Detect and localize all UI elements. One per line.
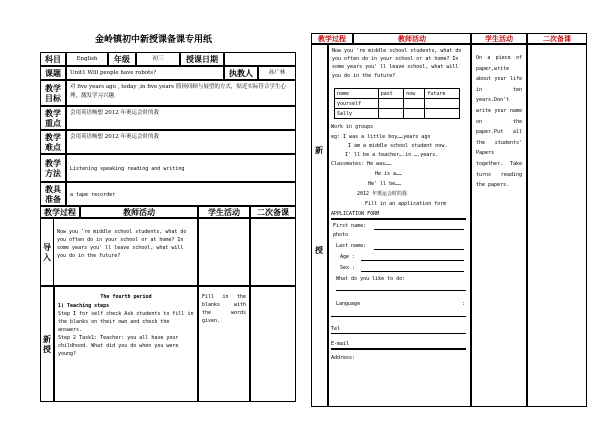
r-new-label-1: 新	[315, 145, 323, 155]
fill-form-line: Fill in an application form	[365, 201, 447, 207]
he-ll-line: He' ll be……	[368, 181, 402, 187]
cell-sally-now[interactable]	[404, 109, 425, 119]
cell-sally-future[interactable]	[425, 109, 460, 119]
student-activity-text: Fill in the blanks with the words given.	[202, 294, 246, 324]
r-intro-text: Now you 're middle school students, what do you often do in your school or at home? In some years you' ll leave school, what will you do in the future?	[332, 48, 462, 79]
age-label: Age :	[340, 254, 356, 260]
what-like-label: What do you like to do:	[336, 276, 406, 282]
age-field[interactable]	[361, 260, 464, 261]
photo-label: photo	[333, 232, 349, 238]
col-name: name	[335, 89, 379, 99]
grade-value: 初三	[136, 52, 180, 66]
intro-text: Now you 're middle school students, what do you often do in your school or at home? In some years you' ll leave school, what will you do in the future?	[57, 229, 187, 259]
subject-label: 科目	[40, 52, 66, 66]
intro-label: 导入	[40, 218, 54, 286]
r-header-second-prep: 二次备课	[527, 33, 587, 44]
period-title: The fourth period	[100, 294, 152, 300]
email-label: E-mail	[331, 341, 350, 347]
topic-label: 课题	[40, 66, 66, 80]
grade-label: 年级	[108, 52, 136, 66]
first-name-field[interactable]	[374, 229, 464, 230]
tools-text: a tape recorder	[66, 182, 296, 206]
past-now-future-table	[334, 88, 460, 119]
language-field[interactable]	[331, 316, 466, 317]
intro-second	[250, 218, 296, 286]
teacher-value: 孙广林	[258, 66, 296, 80]
r-student-col	[471, 44, 527, 407]
last-name-field[interactable]	[374, 249, 464, 250]
header-teacher-activity: 教师活动	[80, 206, 198, 218]
eg-line-3: I' ll be a teacher….in ….years.	[345, 152, 439, 158]
app-form-title: APPLICATION FORM	[331, 211, 380, 217]
r-student-activity-text: On a piece of paper,write about your life in ten years.Don't write your name on the paper.Put all the students' Papers together. Take turns reading the papers.	[476, 55, 522, 189]
steps-title: 1) Teaching steps	[58, 303, 110, 309]
key-points-text: 会用英语畅想 2012 年奥运会时的我	[66, 106, 296, 130]
address-label: Address:	[331, 355, 356, 361]
cell-sally-past[interactable]	[378, 109, 404, 119]
r-header-teacher-activity: 教师活动	[353, 33, 471, 44]
r-header-student-activity: 学生活动	[471, 33, 527, 44]
new-lesson-cell	[54, 286, 198, 402]
last-name-label: Last name:	[336, 243, 367, 249]
he-is-line: He is a……	[375, 171, 403, 177]
method-text: Listening speaking reading and writing	[66, 154, 296, 182]
date-value[interactable]	[224, 52, 296, 66]
language-colon: :	[462, 301, 466, 307]
difficulty-text: 会用英语畅想 2012 年奥运会时的我	[66, 130, 296, 154]
form-top-rule	[331, 218, 466, 220]
row-sally: Sally	[335, 109, 379, 119]
classmates-line: Classmates: He was……	[331, 161, 392, 167]
r-header-process: 教学过程	[311, 33, 353, 44]
goals-text: 对 five years ago , today ,in five years 简扬回顾与展望的方式，贴近实际符合学生心理，激发学习兴趣.	[66, 80, 296, 106]
new-lesson-student	[198, 286, 250, 402]
new-lesson-second	[250, 286, 296, 402]
step-one-text: Step I for self check Ask students to fill in the blanks on their own and check the answers.	[58, 311, 194, 333]
tel-label: Tel	[331, 326, 341, 332]
cell-yourself-now[interactable]	[404, 99, 425, 109]
new-lesson-label: 新授	[40, 286, 54, 402]
r-second-col	[527, 44, 587, 407]
tools-label: 教具准备	[40, 182, 66, 206]
header-student-activity: 学生活动	[198, 206, 250, 218]
topic-value: Unit1 Will people have robots?	[66, 66, 224, 80]
teacher-label: 执教人	[224, 66, 258, 80]
page-title: 金岭镇初中新授课备课专用纸	[95, 35, 213, 45]
eg-line-2: I am a middle school student now.	[348, 143, 448, 149]
cell-yourself-past[interactable]	[378, 99, 404, 109]
cell-yourself-future[interactable]	[425, 99, 460, 109]
date-label: 授课日期	[180, 52, 224, 66]
r-label-col	[311, 44, 328, 407]
method-label: 教学方法	[40, 154, 66, 182]
subject-value: English	[66, 52, 108, 66]
step-two-text: Step 2 Task1: Teacher: you all have your childhood. What did you do when you were young?	[58, 335, 179, 357]
col-now: now	[404, 89, 425, 99]
first-name-label: First name:	[333, 223, 367, 229]
col-future: future	[425, 89, 460, 99]
col-past: past	[378, 89, 404, 99]
tel-field[interactable]	[331, 333, 466, 334]
intro-student	[198, 218, 250, 286]
what-like-field[interactable]	[336, 290, 466, 291]
work-groups: Work in groups	[331, 124, 374, 130]
key-points-label: 教学重点	[40, 106, 66, 130]
header-second-prep: 二次备课	[250, 206, 296, 218]
email-field[interactable]	[331, 348, 466, 350]
header-process: 教学过程	[40, 206, 80, 218]
sex-field[interactable]	[361, 271, 464, 272]
goals-label: 教学目标	[40, 80, 66, 106]
olympic-line: 2012 年奥运会时的我	[357, 191, 408, 197]
sex-label: Sex :	[340, 265, 356, 271]
r-new-label-2: 授	[315, 245, 323, 255]
language-label: Language	[336, 301, 361, 307]
intro-cell	[54, 218, 198, 286]
difficulty-label: 教学难点	[40, 130, 66, 154]
row-yourself: yourself	[335, 99, 379, 109]
eg-line-1: eg: I was a little boy……years ago	[331, 134, 431, 140]
